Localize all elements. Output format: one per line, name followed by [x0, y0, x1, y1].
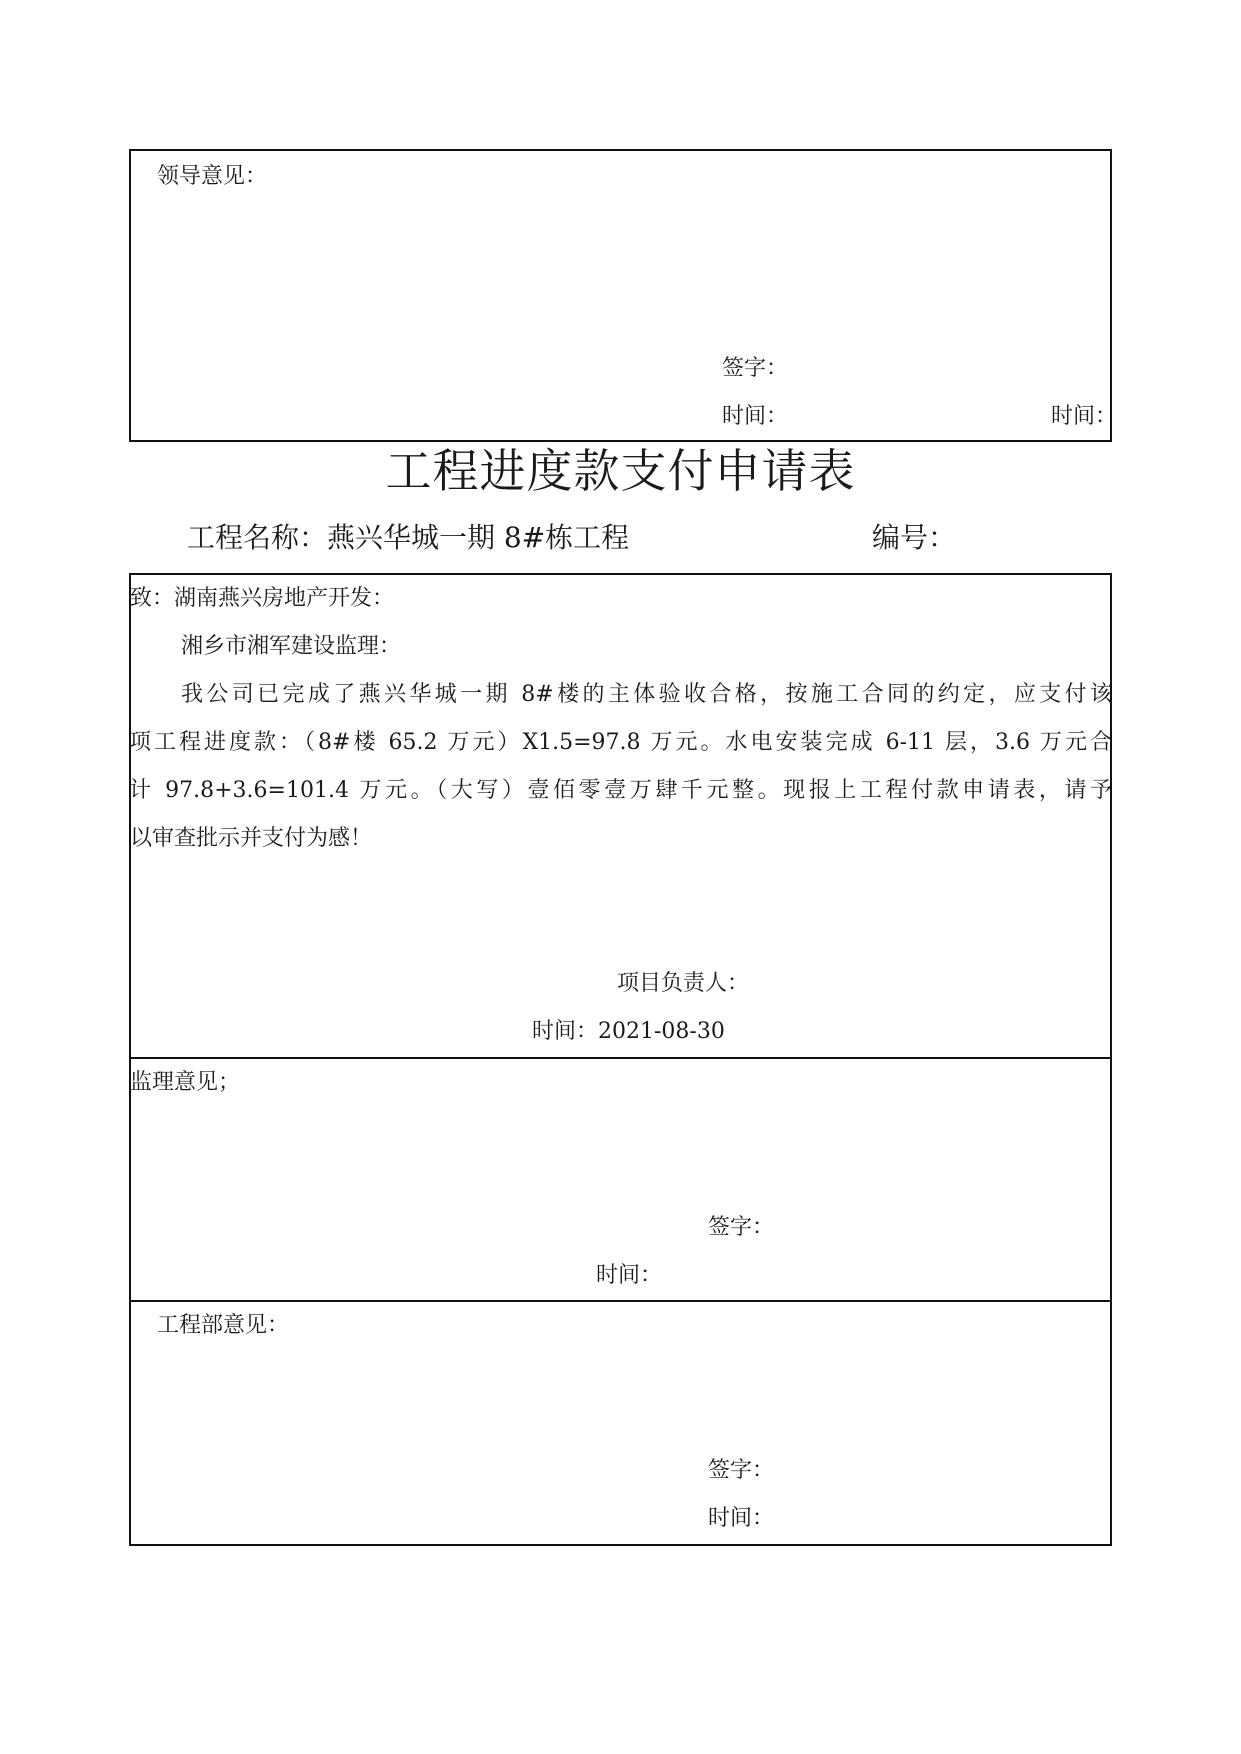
leader-opinion-section — [129, 149, 1112, 442]
application-date: 时间：2021-08-30 — [532, 1019, 725, 1044]
engineering-time-label: 时间： — [708, 1506, 775, 1531]
engineering-sign-label: 签字： — [708, 1458, 775, 1483]
application-body-line: 计 97.8+3.6=101.4 万元。（大写）壹佰零壹万肆千元整。现报上工程付款申请表，请予 — [129, 778, 1112, 803]
project-manager-label: 项目负责人： — [617, 971, 750, 996]
engineering-opinion-label: 工程部意见： — [157, 1313, 290, 1338]
supervision-opinion-label: 监理意见； — [130, 1070, 241, 1095]
form-title: 工程进度款支付申请表 — [385, 444, 856, 498]
supervisor-recipient-line: 湘乡市湘军建设监理： — [181, 634, 402, 659]
supervision-sign-label: 签字： — [708, 1215, 775, 1240]
leader-time-label: 时间： — [722, 404, 789, 429]
project-name: 工程名称：燕兴华城一期 8#栋工程 — [187, 521, 630, 554]
application-body-line: 我公司已完成了燕兴华城一期 8#楼的主体验收合格，按施工合同的约定，应支付该 — [181, 682, 1112, 707]
supervision-time-label: 时间： — [596, 1263, 663, 1288]
leader-sign-label: 签字： — [722, 356, 789, 381]
recipient-line: 致：湖南燕兴房地产开发： — [130, 586, 395, 611]
application-body-line: 以审查批示并支付为感！ — [130, 826, 373, 851]
leader-time-label-right: 时间： — [1051, 404, 1118, 429]
application-body-line: 项工程进度款：（8#楼 65.2 万元）X1.5=97.8 万元。水电安装完成 6-11 层，3.6 万元合 — [129, 730, 1112, 755]
leader-opinion-label: 领导意见： — [157, 164, 268, 189]
form-number-label: 编号： — [872, 521, 957, 554]
